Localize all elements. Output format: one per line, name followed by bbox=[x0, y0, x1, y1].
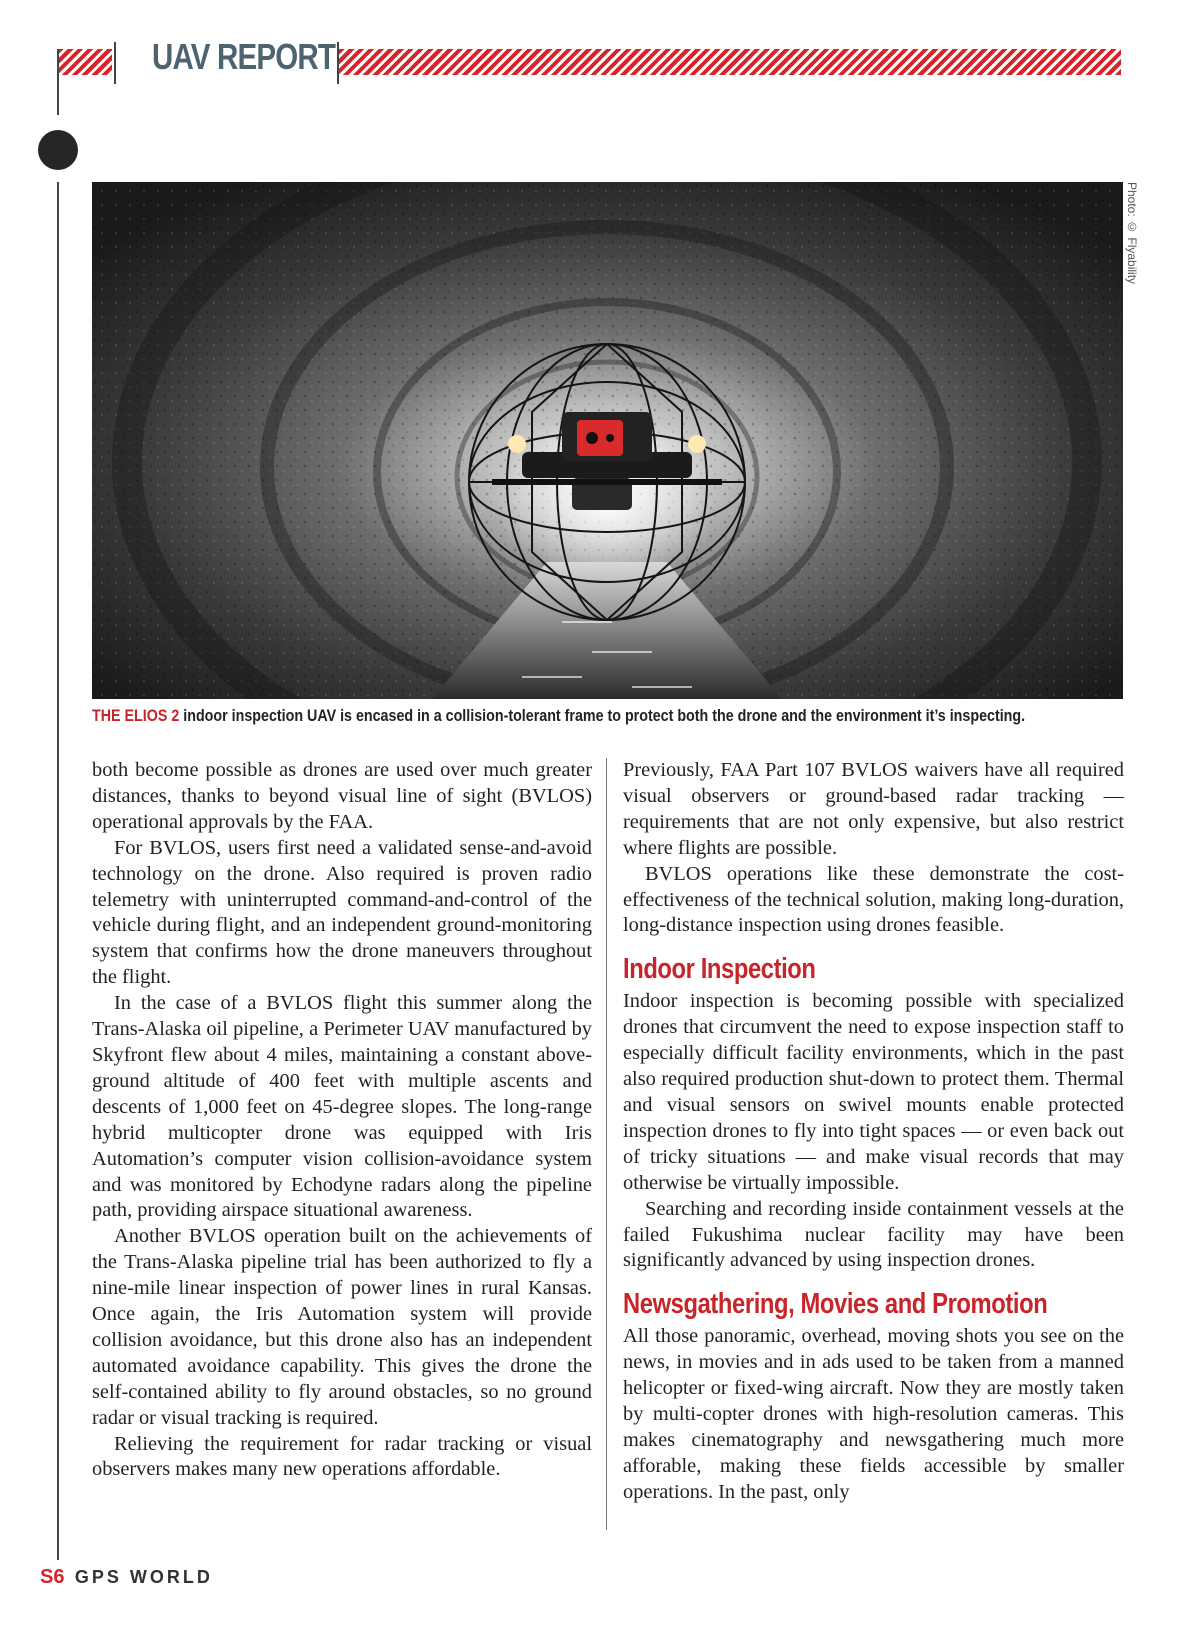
paragraph: Searching and recording inside containment vessels at the failed Fukushima nuclear facility may have been significantly advanced by using inspection drones. bbox=[623, 1197, 1124, 1272]
paragraph: Relieving the requirement for radar tracking or visual observers makes many new operations affordable. bbox=[92, 1432, 592, 1481]
photo-caption bbox=[92, 706, 1026, 726]
page-marker-dot bbox=[38, 130, 78, 170]
paragraph: Another BVLOS operation built on the achievements of the Trans-Alaska pipeline trial has been authorized to fly a nine-mile linear inspection of power lines in rural Kansas. Once again, the Iris Automation system will provide collision avoidance, but this drone also has an independent automated avoidance capability. This gives the drone the self-contained ability to fly around obstacles, so no ground radar or visual tracking is required. bbox=[92, 1225, 592, 1429]
paragraph: All those panoramic, overhead, moving shots you see on the news, in movies and in ads used to be taken from a manned helicopter or fixed-wing aircraft. Now they are mostly taken by multi-copter drones with high-resolution cameras. This makes cinematography and newsgathering much more afforable, making these fields accessible by smaller operations. In the past, only bbox=[623, 1325, 1124, 1503]
header-hatch-left bbox=[58, 49, 112, 75]
paragraph: BVLOS operations like these demonstrate the cost-effectiveness of the technical solution, making long-duration, long-distance inspection using drones feasible. bbox=[623, 862, 1124, 937]
page-margin-rule-top bbox=[57, 49, 59, 115]
paragraph: For BVLOS, users first need a validated sense-and-avoid technology on the drone. Also required is proven radio telemetry with uninterrupted command-and-control of the vehicle during flight, and an independent ground-monitoring system that confirms how the drone maneuvers throughout the flight. bbox=[92, 836, 592, 989]
publication-name: GPS WORLD bbox=[74, 1567, 213, 1587]
header-hatch-right bbox=[339, 49, 1121, 75]
caption-lead: THE ELIOS 2 bbox=[92, 706, 180, 725]
left-column bbox=[92, 758, 592, 1483]
drone-in-tunnel-image bbox=[92, 182, 1123, 699]
photo-credit: Photo: © Flyability bbox=[1125, 182, 1139, 285]
heading-indoor-inspection: Indoor Inspection bbox=[623, 953, 816, 986]
paragraph: Indoor inspection is becoming possible with specialized drones that circumvent the need to expose inspection staff to especially difficult facility environments, which in the past also required production shut-down to protect them. Thermal and visual sensors on swivel mounts enable protected inspection drones to fly into tight spaces — or even back out of tricky situations — and make visual records that may otherwise be virtually impossible. bbox=[623, 990, 1124, 1194]
section-title: UAV REPORT bbox=[152, 36, 336, 77]
title-divider-left bbox=[114, 42, 116, 84]
column-divider bbox=[606, 758, 607, 1530]
paragraph: In the case of a BVLOS flight this summer along the Trans-Alaska oil pipeline, a Perimeter UAV manufactured by Skyfront flew about 4 miles, maintaining a constant above-ground altitude of 400 feet with multiple ascents and descents of 1,000 feet on 45-degree slopes. The long-range hybrid multicopter drone was equipped with Iris Automation’s computer vision collision-avoidance system and was monitored by Echodyne radars along the pipeline path, providing airspace situational awareness. bbox=[92, 992, 592, 1222]
heading-newsgathering: Newsgathering, Movies and Promotion bbox=[623, 1288, 1048, 1321]
paragraph: Previously, FAA Part 107 BVLOS waivers have all required visual observers or ground-based radar tracking — requirements that are not only expensive, but also restrict where flights are possible. bbox=[623, 759, 1124, 859]
right-column bbox=[623, 758, 1124, 1506]
caption-text: indoor inspection UAV is encased in a collision-tolerant frame to protect both the drone and the environment it’s inspecting. bbox=[179, 706, 1026, 725]
page-margin-rule bbox=[57, 182, 59, 1560]
page-footer bbox=[40, 1566, 213, 1589]
paragraph: both become possible as drones are used over much greater distances, thanks to beyond visual line of sight (BVLOS) operational approvals by the FAA. bbox=[92, 759, 592, 833]
page-number: S6 bbox=[40, 1566, 65, 1588]
